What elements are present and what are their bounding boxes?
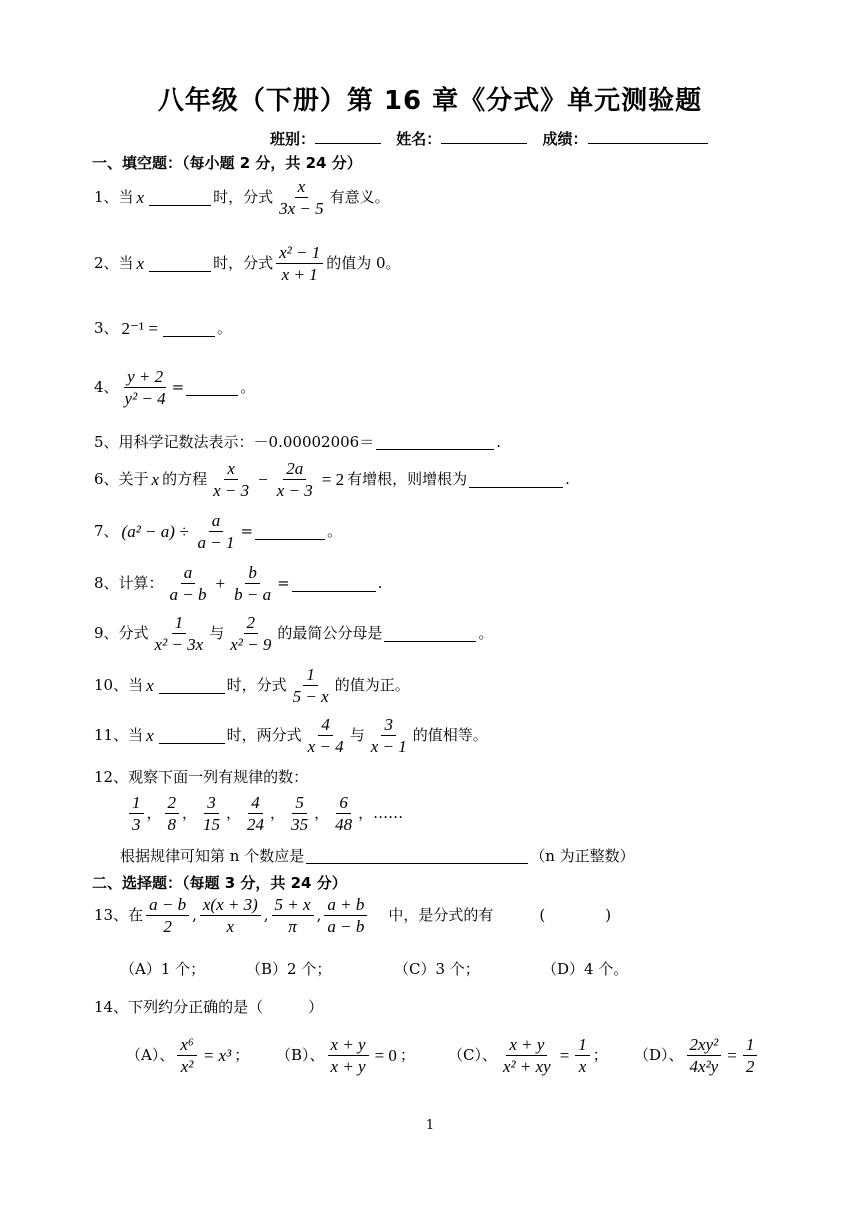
q6-mid: 的方程 [162, 470, 208, 488]
q9-denominator-2: x² − 9 [230, 635, 272, 654]
q1-pre: 1、当 [94, 188, 134, 206]
q4-pre: 4、 [94, 378, 119, 396]
q14-a-label: （A）、 [126, 1046, 175, 1064]
q11-mid: 时，两分式 [226, 726, 302, 744]
q12-term-5-num: 5 [292, 794, 307, 814]
q14-b-rhs: = 0 [374, 1046, 397, 1065]
q12-term-6-den: 48 [335, 815, 353, 834]
q12-rule: 根据规律可知第 n 个数应是 [120, 846, 305, 865]
q8-operator: + [215, 574, 226, 593]
q4-numerator: y + 2 [124, 368, 166, 388]
q8-blank[interactable] [292, 576, 376, 592]
q4-denominator: y² − 4 [124, 389, 166, 408]
q8-denominator-2: b − a [234, 585, 272, 604]
question-3 [94, 320, 232, 337]
section-fill-in-heading: 一、填空题：（每小题 2 分，共 24 分） [92, 154, 362, 172]
q9-post: 的最简公分母是 [277, 624, 383, 642]
q7-equals: = [240, 522, 254, 540]
q4-equals: = [171, 378, 185, 396]
q12-rule-line [120, 848, 635, 864]
q1-fraction [276, 178, 327, 217]
q1-var: x [136, 188, 145, 207]
q2-denominator: x + 1 [281, 265, 318, 284]
q9-numerator-2: 2 [244, 614, 259, 634]
q14-c-num: x + y [506, 1036, 547, 1056]
class-label: 班别： [270, 130, 316, 148]
question-7 [94, 512, 342, 551]
score-blank[interactable] [588, 129, 708, 144]
q4-blank[interactable] [186, 380, 238, 396]
q8-numerator-2: b [245, 564, 260, 584]
q10-mid: 时，分式 [226, 676, 287, 694]
q3-post: 。 [216, 319, 232, 337]
q12-term-1-num: 1 [129, 794, 144, 814]
student-info [270, 128, 718, 149]
q12-blank[interactable] [306, 848, 528, 864]
q13-options [120, 962, 628, 977]
q14-c-den: x² + xy [502, 1057, 551, 1076]
q9-fraction-1 [152, 614, 207, 653]
q6-denominator-2: x − 3 [276, 481, 313, 500]
q14-d-fraction [687, 1036, 722, 1075]
q12-term-5 [288, 794, 311, 833]
q6-fraction-2 [274, 460, 316, 499]
q8-post: . [377, 574, 383, 592]
q1-numerator: x [295, 178, 309, 198]
q14-d-den2: 2 [745, 1057, 755, 1076]
q12-sequence: $\frac{1}{3}$ ， $\frac{2}{8}$ ， $\frac{3}{15}$ ， $\frac{4}{24}$ ， $\frac{5}{35}$ ， $\frac{6}{48}$ ，…… [126, 794, 403, 833]
q7-denominator: a − 1 [197, 533, 235, 552]
q6-end: . [565, 470, 570, 488]
q6-blank[interactable] [469, 472, 563, 488]
q11-numerator-1: 4 [318, 716, 333, 736]
q4-fraction [122, 368, 169, 407]
q11-denominator-1: x − 4 [307, 737, 344, 756]
q7-post: 。 [327, 522, 343, 540]
q11-denominator-2: x − 1 [370, 737, 407, 756]
q10-numerator: 1 [303, 666, 318, 686]
q12-term-5-den: 35 [291, 815, 309, 834]
question-14 [94, 1000, 323, 1015]
q1-blank[interactable] [149, 190, 211, 206]
q10-fraction [290, 666, 332, 705]
q13-f4-num: a + b [324, 896, 367, 916]
question-8 [94, 564, 382, 603]
q13-post: 中，是分式的有 [388, 906, 494, 924]
q7-numerator: a [209, 512, 224, 532]
q14-b-den: x + y [330, 1057, 366, 1076]
q14-option-b[interactable] [276, 1036, 448, 1075]
q13-f3-den: π [288, 917, 297, 936]
q2-numerator: x² − 1 [276, 244, 323, 264]
q12-term-2 [165, 794, 180, 833]
q14-c-num2: 1 [575, 1036, 590, 1056]
q14-a-rhs: = x³ [202, 1046, 232, 1065]
q14-d-num: 2xy² [687, 1036, 722, 1056]
q9-pre: 9、分式 [94, 624, 149, 642]
q12-term-3-num: 3 [204, 794, 219, 814]
q12-term-2-num: 2 [165, 794, 180, 814]
q6-equals: = 2 [321, 470, 345, 489]
q10-var: x [146, 676, 154, 695]
q6-var: x [151, 470, 160, 489]
q13-fraction-1 [146, 896, 189, 935]
q8-fraction-1 [167, 564, 210, 603]
q13-option-c[interactable]: （C）3 个； [394, 960, 480, 978]
q14-c-den2: x [578, 1057, 587, 1076]
q11-pre: 11、当 [94, 726, 144, 744]
q13-fraction-3 [272, 896, 314, 935]
question-10 [94, 666, 410, 705]
q14-option-d[interactable] [634, 1036, 760, 1075]
q6-operator: − [258, 470, 268, 489]
q13-option-d[interactable]: （D）4 个。 [542, 960, 629, 978]
q10-blank[interactable] [159, 678, 225, 694]
q12-term-3-den: 15 [203, 815, 221, 834]
q14-c-rhs: = [559, 1046, 570, 1065]
q14-c-label: （C）、 [448, 1046, 497, 1064]
q5-text: 5、用科学记数法表示：－0.00002006＝ [94, 432, 375, 451]
q14-c-fraction-2 [575, 1036, 590, 1075]
q3-expression: 2⁻¹ = [121, 319, 158, 338]
q12-term-4-num: 4 [248, 794, 263, 814]
q9-blank[interactable] [384, 626, 476, 642]
q2-fraction [276, 244, 323, 283]
question-12 [94, 770, 308, 785]
q14-b-sep: ； [399, 1046, 415, 1064]
q7-fraction [195, 512, 238, 551]
q8-denominator-1: a − b [169, 585, 207, 604]
q11-fraction-2 [368, 716, 410, 755]
question-5 [94, 434, 501, 450]
q14-d-den: 4x²y [689, 1057, 719, 1076]
q1-mid: 时，分式 [213, 188, 274, 206]
name-label: 姓名： [396, 130, 442, 148]
q1-denominator: 3x − 5 [279, 199, 324, 218]
q12-note: （n 为正整数） [530, 846, 635, 865]
q11-fraction-1 [305, 716, 347, 755]
q9-numerator-1: 1 [172, 614, 187, 634]
q3-blank[interactable] [163, 321, 215, 337]
question-4 [94, 368, 255, 407]
q8-fraction-2 [231, 564, 274, 603]
q8-equals: = [277, 574, 290, 592]
q14-a-den: x² [180, 1057, 194, 1076]
score-label: 成绩： [542, 130, 588, 148]
section-choice-heading: 二、选择题：（每题 3 分，共 24 分） [92, 874, 347, 892]
q12-term-6-num: 6 [336, 794, 351, 814]
q10-post: 的值为正。 [334, 676, 410, 694]
q6-numerator-1: x [224, 460, 238, 480]
q14-b-label: （B）、 [276, 1046, 325, 1064]
q7-blank[interactable] [255, 524, 325, 540]
name-blank[interactable] [441, 129, 527, 144]
q11-blank[interactable] [159, 728, 225, 744]
q12-term-3 [200, 794, 223, 833]
q14-options [126, 1036, 760, 1075]
page-title: 八年级（下册）第 16 章《分式》单元测验题 [157, 86, 703, 116]
q14-b-fraction [328, 1036, 369, 1075]
q11-numerator-2: 3 [381, 716, 396, 736]
q12-term-2-den: 8 [167, 815, 177, 834]
q13-f1-den: 2 [163, 917, 172, 936]
q11-and: 与 [349, 726, 365, 744]
q12-term-1-den: 3 [132, 815, 141, 834]
q13-f3-num: 5 + x [272, 896, 314, 916]
q7-pre: 7、 [94, 522, 119, 540]
q14-option-c[interactable] [448, 1036, 634, 1075]
q5-blank[interactable] [376, 434, 494, 450]
q2-pre: 2、当 [94, 254, 134, 272]
q12-term-1 [129, 794, 144, 833]
q9-fraction-2 [227, 614, 274, 653]
q2-post: 的值为 0。 [326, 254, 401, 272]
page-number: 1 [425, 1118, 435, 1133]
q14-d-fraction-2 [743, 1036, 758, 1075]
q1-post: 有意义。 [329, 188, 390, 206]
q13-fraction-2 [200, 896, 261, 935]
q5-post: . [496, 432, 501, 451]
q14-option-a[interactable] [126, 1036, 276, 1075]
q13-answer-paren[interactable]: ( ) [539, 906, 612, 924]
q11-var: x [146, 726, 154, 745]
q8-numerator-1: a [181, 564, 196, 584]
q14-c-sep: ； [592, 1046, 608, 1064]
q12-text: 12、观察下面一列有规律的数： [94, 768, 309, 786]
q14-b-num: x + y [328, 1036, 369, 1056]
q14-d-num2: 1 [743, 1036, 758, 1056]
q12-term-6 [332, 794, 355, 833]
q10-pre: 10、当 [94, 676, 144, 694]
q6-denominator-1: x − 3 [213, 481, 250, 500]
q14-a-fraction [177, 1036, 196, 1075]
q9-mid: 与 [209, 624, 225, 642]
q14-a-sep: ； [234, 1046, 250, 1064]
q14-d-rhs: = [727, 1046, 737, 1065]
q13-fraction-4 [324, 896, 367, 935]
q13-option-a[interactable]: （A）1 个； [120, 960, 206, 978]
q6-numerator-2: 2a [283, 460, 306, 480]
question-1 [94, 178, 390, 217]
q13-f2-den: x [226, 917, 235, 936]
q2-var: x [136, 254, 145, 273]
q14-a-num: x⁶ [177, 1036, 196, 1056]
q12-term-4-den: 24 [247, 815, 265, 834]
question-2 [94, 244, 401, 283]
class-blank[interactable] [315, 129, 381, 144]
q7-expression: (a² − a) ÷ [121, 522, 189, 541]
q2-mid: 时，分式 [213, 254, 274, 272]
q6-pre: 6、关于 [94, 470, 149, 488]
question-13: 13、在 $\frac{a - b}{2}$ , $\frac{x(x + 3)}{x}$ , $\frac{5 + x}{\pi}$ , $\frac{a + b}{a - b}$ 中，是分式的有 ( ) [94, 895, 612, 936]
q3-pre: 3、 [94, 319, 119, 337]
q13-pre: 13、在 [94, 906, 144, 924]
q10-denominator: 5 − x [292, 687, 329, 706]
q6-post: 有增根，则增根为 [347, 470, 468, 488]
q13-f4-den: a − b [327, 917, 365, 936]
q11-post: 的值相等。 [412, 726, 488, 744]
question-9 [94, 614, 493, 653]
q13-option-b[interactable]: （B）2 个； [246, 960, 332, 978]
q14-d-label: （D）、 [634, 1046, 684, 1064]
q14-c-fraction [500, 1036, 554, 1075]
question-6 [94, 460, 570, 499]
q9-denominator-1: x² − 3x [154, 635, 204, 654]
q13-f2-num: x(x + 3) [200, 896, 261, 916]
q12-ellipsis: ，…… [358, 804, 404, 822]
question-11 [94, 716, 488, 755]
q9-end: 。 [478, 624, 494, 642]
q8-pre: 8、计算： [94, 574, 164, 592]
q4-post: 。 [240, 378, 256, 396]
q14-text: 14、下列约分正确的是（ ） [94, 998, 324, 1016]
q6-fraction-1 [210, 460, 252, 499]
q12-term-4 [244, 794, 267, 833]
q13-f1-num: a − b [146, 896, 189, 916]
q2-blank[interactable] [149, 256, 211, 272]
